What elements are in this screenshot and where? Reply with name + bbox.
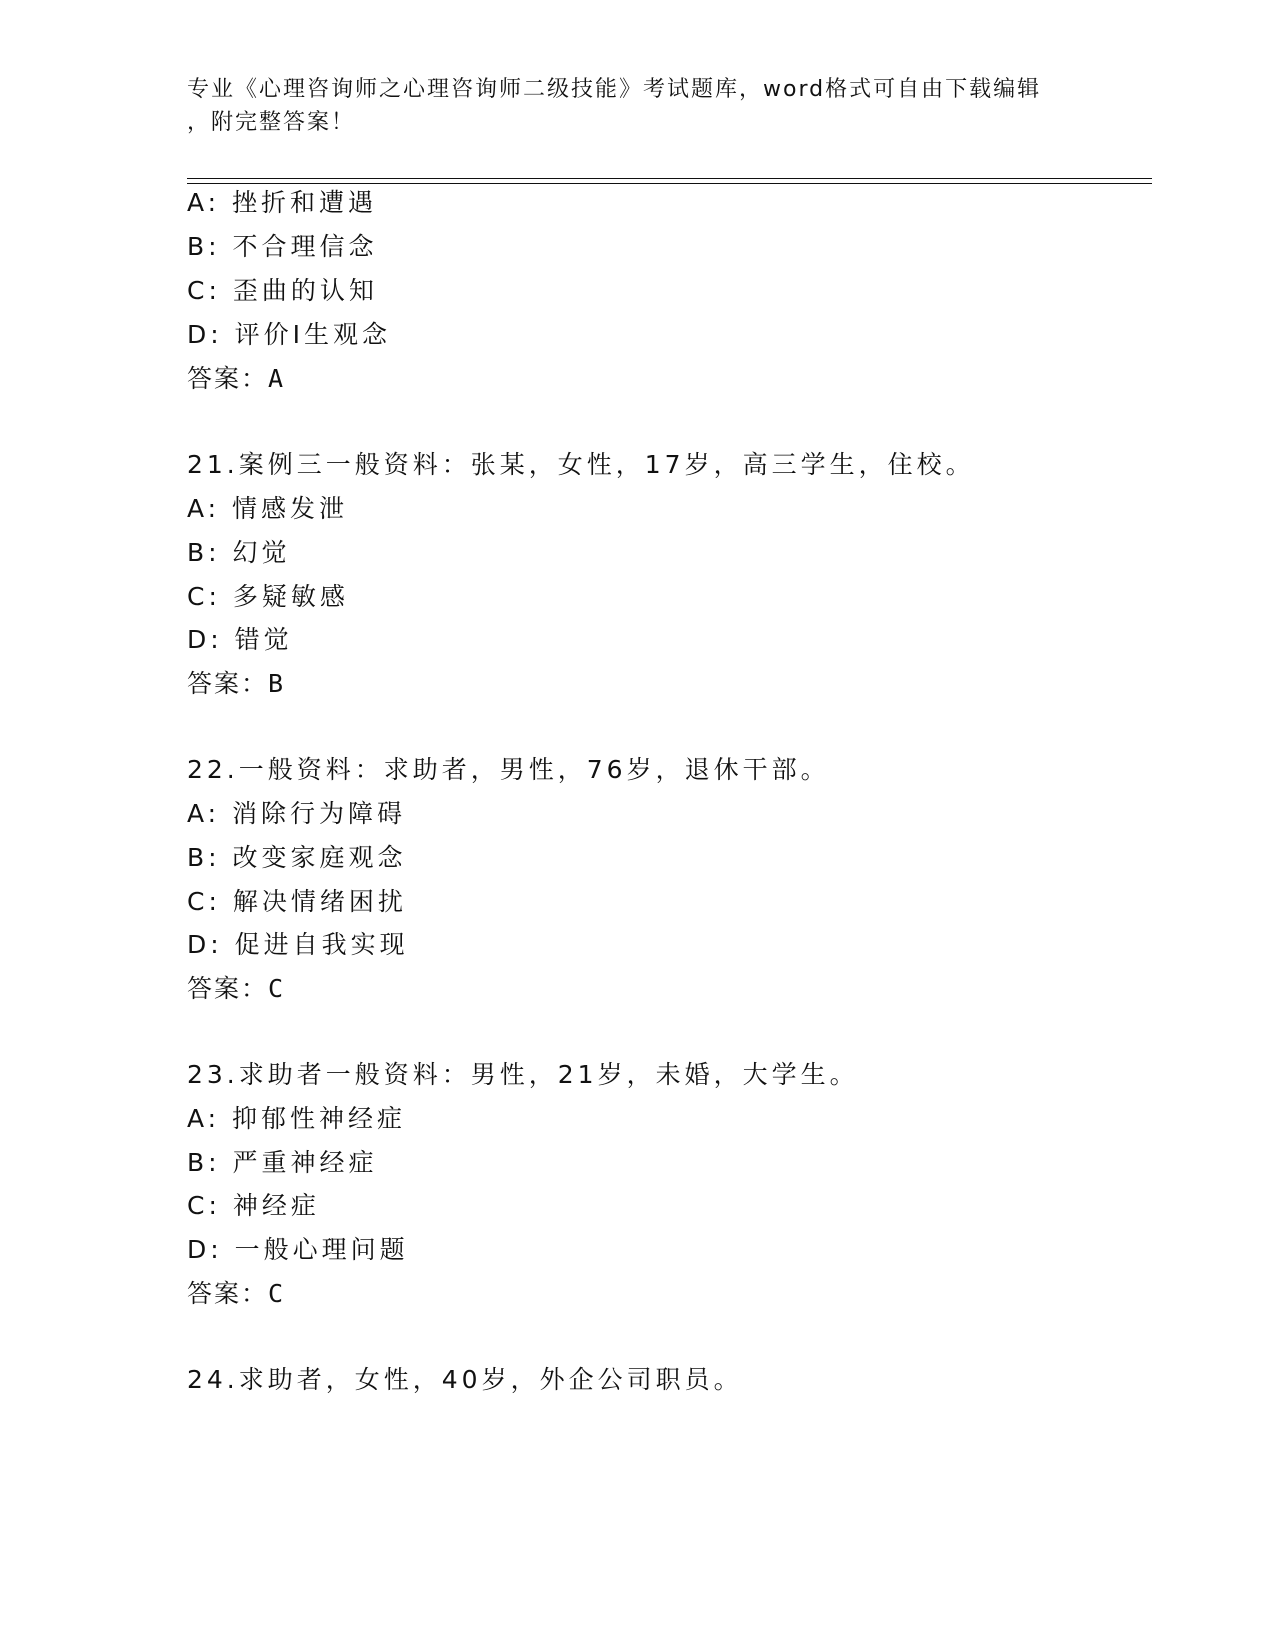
q20-option-b: B: 不合理信念: [187, 232, 378, 261]
header-line-2: ，附完整答案！: [187, 110, 356, 135]
q21-option-a: A: 情感发泄: [187, 494, 349, 523]
q21-option-d: D: 错觉: [187, 625, 293, 654]
q22-option-c: C: 解决情绪困扰: [187, 887, 407, 916]
q20-option-a: A: 挫折和遭遇: [187, 188, 378, 217]
q21-option-c: C: 多疑敏感: [187, 582, 349, 611]
answer-label: 答案：: [187, 1280, 269, 1308]
q23-option-c: C: 神经症: [187, 1191, 320, 1220]
q24-question: 24.求助者，女性，40岁，外企公司职员。: [187, 1365, 743, 1394]
answer-label: 答案：: [187, 365, 269, 393]
q22-option-a: A: 消除行为障碍: [187, 799, 407, 828]
answer-label: 答案：: [187, 975, 269, 1003]
q21-answer: [187, 669, 285, 699]
q20-option-c: C: 歪曲的认知: [187, 276, 378, 305]
q23-question: 23.求助者一般资料：男性，21岁，未婚，大学生。: [187, 1060, 859, 1089]
q20-option-d: D: 评价Ⅰ生观念: [187, 320, 391, 349]
answer-value: A: [268, 364, 286, 393]
header-divider-bottom: [187, 183, 1152, 184]
q22-option-b: B: 改变家庭观念: [187, 843, 407, 872]
answer-value: C: [268, 974, 286, 1003]
q23-option-d: D: 一般心理问题: [187, 1235, 409, 1264]
q21-question: 21.案例三一般资料：张某，女性，17岁，高三学生，住校。: [187, 450, 975, 479]
document-header: [187, 73, 1087, 139]
q22-option-d: D: 促进自我实现: [187, 930, 409, 959]
q20-answer: [187, 364, 285, 394]
q22-question: 22.一般资料：求助者，男性，76岁，退休干部。: [187, 755, 830, 784]
header-line-1: 专业《心理咨询师之心理咨询师二级技能》考试题库，word格式可自由下载编辑: [187, 77, 1042, 102]
q22-answer: [187, 974, 285, 1004]
q23-option-b: B: 严重神经症: [187, 1148, 378, 1177]
answer-label: 答案：: [187, 670, 269, 698]
header-divider-top: [187, 178, 1152, 179]
q23-option-a: A: 抑郁性神经症: [187, 1104, 407, 1133]
answer-value: C: [268, 1279, 286, 1308]
q21-option-b: B: 幻觉: [187, 538, 291, 567]
q23-answer: [187, 1279, 285, 1309]
answer-value: B: [268, 669, 286, 698]
